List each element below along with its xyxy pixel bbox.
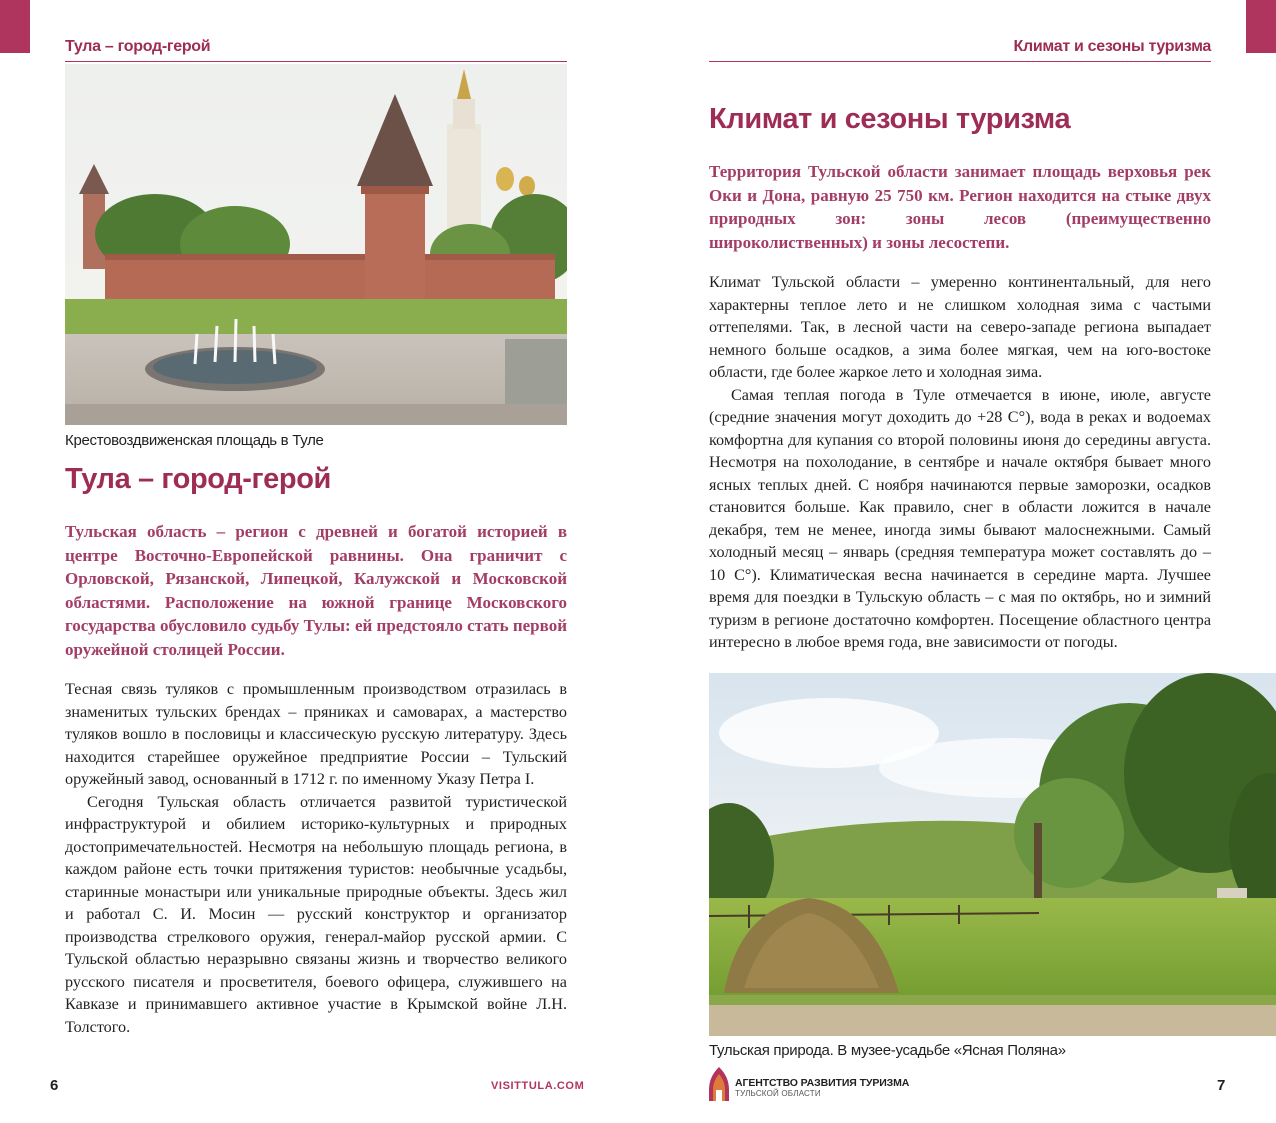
kremlin-square-photo <box>65 64 567 425</box>
left-photo-caption: Крестовоздвиженская площадь в Туле <box>65 432 324 449</box>
right-lead-paragraph: Территория Тульской области занимает площадь верховья рек Оки и Дона, равную 25 750 км. Регион находится на стыке двух природных зон: зоны лесов (преимущественно широколиственных) и зоны лесостепи. <box>709 162 1211 252</box>
left-running-head: Тула – город-герой <box>65 38 211 55</box>
left-section-heading: Тула – город-герой <box>65 463 331 495</box>
right-page-number: 7 <box>1217 1077 1226 1094</box>
right-running-head: Климат и сезоны туризма <box>1013 38 1211 55</box>
left-page-number: 6 <box>50 1077 59 1094</box>
left-body-paragraph: Сегодня Тульская область отличается развитой туристической инфраструктурой и обилием историко-культурных и природных достопримечательностей. Несмотря на небольшую площадь региона, в каждом районе есть точки притяжения туристов: необычные усадьбы, старинные монастыри или уникальные природные объекты. Здесь жил и работал С. И. Мосин — русский конструктор и организатор производства стрелкового оружия, генерал-майор русской армии. С Тульской областью неразрывно связаны жизнь и творчество великого русского писателя и просветителя, боевого офицера, служившего на Кавказе и принимавшего активное участие в Крымской войне Л.Н. Толстого. <box>65 792 567 1036</box>
left-section-tab <box>0 0 30 53</box>
right-body-paragraph: Климат Тульской области – умеренно континентальный, для него характерны теплое лето и не слишком холодная зима с частыми оттепелями. Так, в лесной части на северо-западе региона выпадает немного больше осадков, а зима более мягкая, чем на юго-востоке области, где более жаркое лето и холодная зима. <box>709 273 1211 381</box>
right-body-text <box>709 271 1211 654</box>
website-link[interactable]: VISITTULA.COM <box>491 1080 585 1092</box>
right-section-heading: Климат и сезоны туризма <box>709 103 1071 135</box>
left-lead-paragraph: Тульская область – регион с древней и богатой историей в центре Восточно-Европейской равнины. Она граничит с Орловской, Рязанской, Липецкой, Калужской и Московской областями. Расположение на южной границе Московского государства обусловило судьбу Тулы: ей предстояло стать первой оружейной столицей России. <box>65 522 567 659</box>
yasnaya-polyana-photo <box>709 673 1276 1036</box>
right-photo-caption: Тульская природа. В музее-усадьбе «Ясная Поляна» <box>709 1042 1066 1059</box>
left-header-rule <box>65 61 567 62</box>
right-body-paragraph: Самая теплая погода в Туле отмечается в июне, июле, августе (средние значения могут доходить до +28 С°), вода в реках и водоемах комфортна для купания со второй половины июня до середины августа. Несмотря на похолодание, в сентябре и начале октября бывает много ясных теплых дней. С ноября начинаются первые заморозки, осадков становится больше. Как правило, снег в области ложится в начале декабря, тем не менее, иногда зимы бывают малоснежными. Самый холодный месяц – январь (средняя температура может составлять до –10 С°). Климатическая весна начинается в середине марта. Лучшее время для поездки в Тульскую область – с мая по октябрь, но и зимний туризм в регионе достаточно комфортен. Посещение областного центра интересно в любое время года, вне зависимости от погоды. <box>709 385 1211 651</box>
left-body-text <box>65 678 567 1038</box>
agency-name-line1: АГЕНТСТВО РАЗВИТИЯ ТУРИЗМА <box>735 1077 910 1089</box>
left-body-paragraph: Тесная связь туляков с промышленным производством отразилась в знаменитых тульских брендах – пряниках и самоварах, а мастерство туляков вошло в пословицы и классическую русскую литературу. Здесь находится старейшее оружейное предприятие России – Тульский оружейный завод, основанный в 1712 г. по именному Указу Петра I. <box>65 680 567 788</box>
right-header-rule <box>709 61 1211 62</box>
agency-name-line2: ТУЛЬСКОЙ ОБЛАСТИ <box>735 1089 821 1098</box>
agency-name <box>735 1077 909 1098</box>
agency-logo-icon <box>707 1066 731 1102</box>
right-section-tab <box>1246 0 1276 53</box>
